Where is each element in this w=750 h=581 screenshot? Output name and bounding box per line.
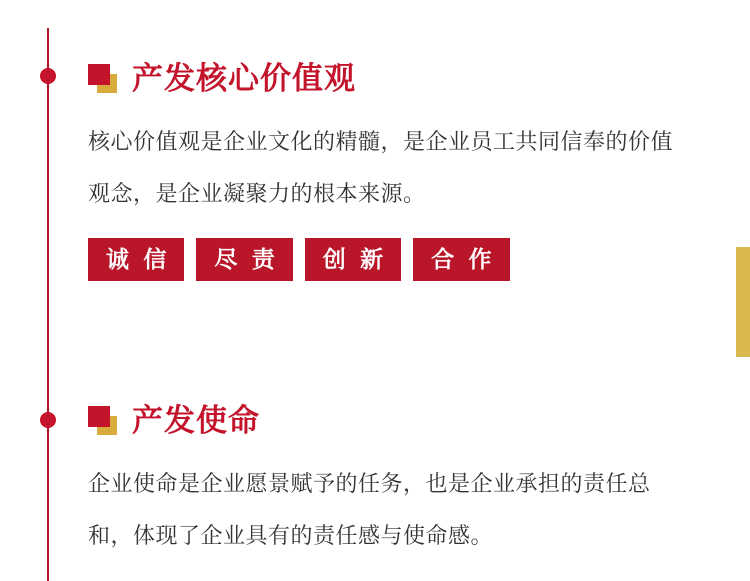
section-body: 企业使命是企业愿景赋予的任务，也是企业承担的责任总和，体现了企业具有的责任感与使命感。 [88, 471, 651, 548]
value-tags-row [88, 238, 708, 281]
square-marker-icon [88, 64, 118, 94]
value-tag: 创 新 [305, 238, 401, 281]
square-marker-red-icon [88, 64, 110, 85]
section-core-values [88, 58, 708, 281]
square-marker-red-icon [88, 406, 110, 427]
value-tag: 尽 责 [196, 238, 292, 281]
section-mission [88, 400, 708, 562]
gold-accent-bar [736, 247, 750, 357]
timeline-dot-section-1 [40, 68, 56, 84]
value-tag: 诚 信 [88, 238, 184, 281]
square-marker-icon [88, 406, 118, 436]
timeline-rail [47, 28, 49, 581]
value-tag: 合 作 [413, 238, 509, 281]
timeline-dot-section-2 [40, 412, 56, 428]
section-heading: 产发核心价值观 [132, 61, 356, 96]
section-heading-row [88, 400, 708, 442]
section-heading-row [88, 58, 708, 100]
section-body: 核心价值观是企业文化的精髓，是企业员工共同信奉的价值观念，是企业凝聚力的根本来源。 [88, 129, 674, 206]
section-heading: 产发使命 [132, 403, 260, 438]
